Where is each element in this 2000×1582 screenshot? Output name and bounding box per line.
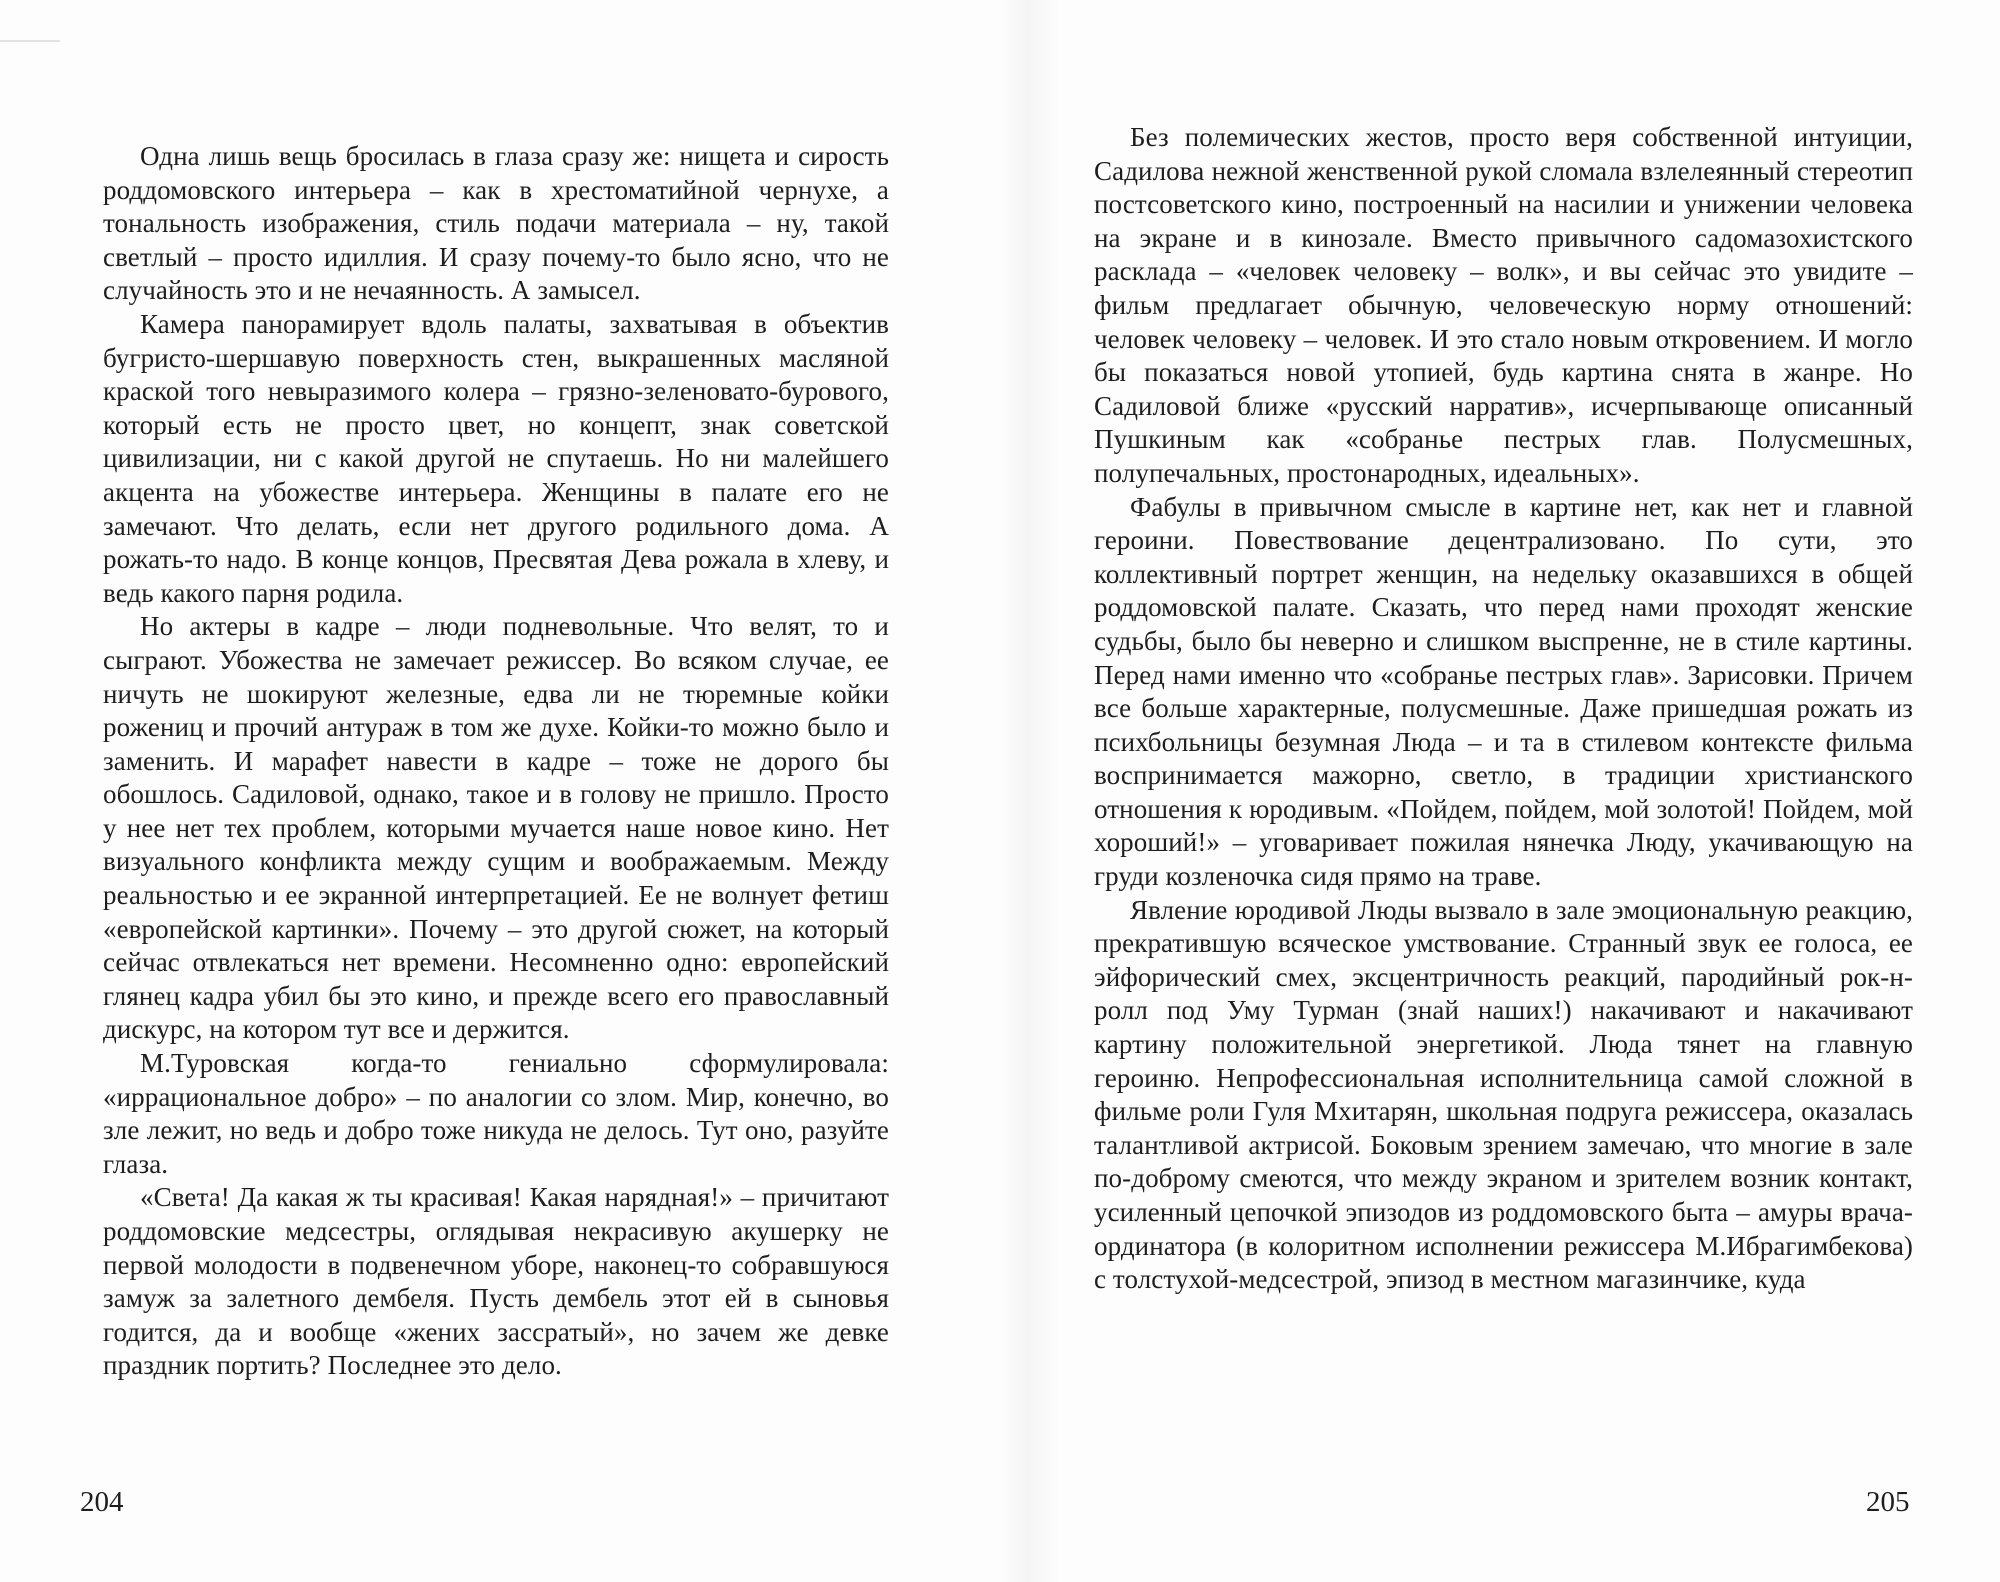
paragraph: Камера панорамирует вдоль палаты, захватывая в объектив бугристо-шершавую поверхность стен, выкрашенных масляной краской того невыразимого колера – грязно-зеленовато-бурового, который есть не просто цвет, но концепт, знак советской цивилизации, ни с какой другой не спутаешь. Но ни малейшего акцента на убожестве интерьера. Женщины в палате его не замечают. Что делать, если нет другого родильного дома. А рожать-то надо. В конце концов, Пресвятая Дева рожала в хлеву, и ведь какого парня родила.	[103, 308, 889, 608]
left-page-text	[103, 140, 889, 1383]
paragraph: Явление юродивой Люды вызвало в зале эмоциональную реакцию, прекратившую всяческое умствование. Странный звук ее голоса, ее эйфорический смех, эксцентричность реакций, пародийный рок-н-ролл под Уму Турман (знай наших!) накачивают и накачивают картину положительной энергетикой. Люда тянет на главную героиню. Непрофессиональная исполнительница самой сложной в фильме роли Гуля Мхитарян, школьная подруга режиссера, оказалась талантливой актрисой. Боковым зрением замечаю, что многие в зале по-доброму смеются, что между экраном и зрителем возник контакт, усиленный цепочкой эпизодов из роддомовского быта – амуры врача-ординатора (в колоритном исполнении режиссера М.Ибрагимбекова) с толстухой-медсестрой, эпизод в местном магазинчике, куда	[1094, 894, 1913, 1295]
page-number-right: 205	[1866, 1486, 1910, 1518]
book-gutter	[1000, 0, 1060, 1582]
paragraph: Одна лишь вещь бросилась в глаза сразу же: нищета и сирость роддомовского интерьера – как в хрестоматийной чернухе, а тональность изображения, стиль подачи материала – ну, такой светлый – просто идиллия. И сразу почему-то было ясно, что не случайность это и не нечаянность. А замысел.	[103, 141, 889, 306]
paragraph: М.Туровская когда-то гениально сформулировала: «иррациональное добро» – по аналогии со злом. Мир, конечно, во зле лежит, но ведь и добро тоже никуда не делось. Тут оно, разуйте глаза.	[103, 1048, 889, 1179]
paragraph: Без полемических жестов, просто веря собственной интуиции, Садилова нежной женственной рукой сломала взлелеянный стереотип постсоветского кино, построенный на насилии и унижении человека на экране и в кинозале. Вместо привычного садомазохистского расклада – «человек человеку – волк», и вы сейчас это увидите – фильм предлагает обычную, человеческую норму отношений: человек человеку – человек. И это стало новым откровением. И могло бы показаться новой утопией, будь картина снята в жанре. Но Садиловой ближе «русский нарратив», исчерпывающе описанный Пушкиным как «собранье пестрых глав. Полусмешных, полупечальных, простонародных, идеальных».	[1094, 122, 1913, 488]
right-page-text	[1094, 121, 1913, 1297]
paragraph: Но актеры в кадре – люди подневольные. Что велят, то и сыграют. Убожества не замечает режиссер. Во всяком случае, ее ничуть не шокируют железные, едва ли не тюремные койки рожениц и прочий антураж в том же духе. Койки-то можно было и заменить. И марафет навести в кадре – тоже не дорого бы обошлось. Садиловой, однако, такое и в голову не пришло. Просто у нее нет тех проблем, которыми мучается наше новое кино. Нет визуального конфликта между сущим и воображаемым. Между реальностью и ее экранной интерпретацией. Ее не волнует фетиш «европейской картинки». Почему – это другой сюжет, на который сейчас отвлекаться нет времени. Несомненно одно: европейский глянец кадра убил бы это кино, и прежде всего его православный дискурс, на котором тут все и держится.	[103, 611, 889, 1045]
scan-edge-mark	[0, 40, 60, 42]
page-number-left: 204	[80, 1486, 124, 1518]
paragraph: «Света! Да какая ж ты красивая! Какая нарядная!» – причитают роддомовские медсестры, оглядывая некрасивую акушерку не первой молодости в подвенечном уборе, наконец-то собравшуюся замуж за залетного дембеля. Пусть дембель этот ей в сыновья годится, да и вообще «жених зассратый», но зачем же девке праздник портить? Последнее это дело.	[103, 1182, 889, 1381]
paragraph: Фабулы в привычном смысле в картине нет, как нет и главной героини. Повествование децентрализовано. По сути, это коллективный портрет женщин, на недельку оказавшихся в общей роддомовской палате. Сказать, что перед нами проходят женские судьбы, было бы неверно и слишком выспренне, не в стиле картины. Перед нами именно что «собранье пестрых глав». Зарисовки. Причем все больше характерные, полусмешные. Даже пришедшая рожать из психбольницы безумная Люда – и та в стилевом контексте фильма воспринимается мажорно, светло, в традиции христианского отношения к юродивым. «Пойдем, пойдем, мой золотой! Пойдем, мой хороший!» – уговаривает пожилая нянечка Люду, укачивающую на груди козленочка сидя прямо на траве.	[1094, 491, 1913, 892]
